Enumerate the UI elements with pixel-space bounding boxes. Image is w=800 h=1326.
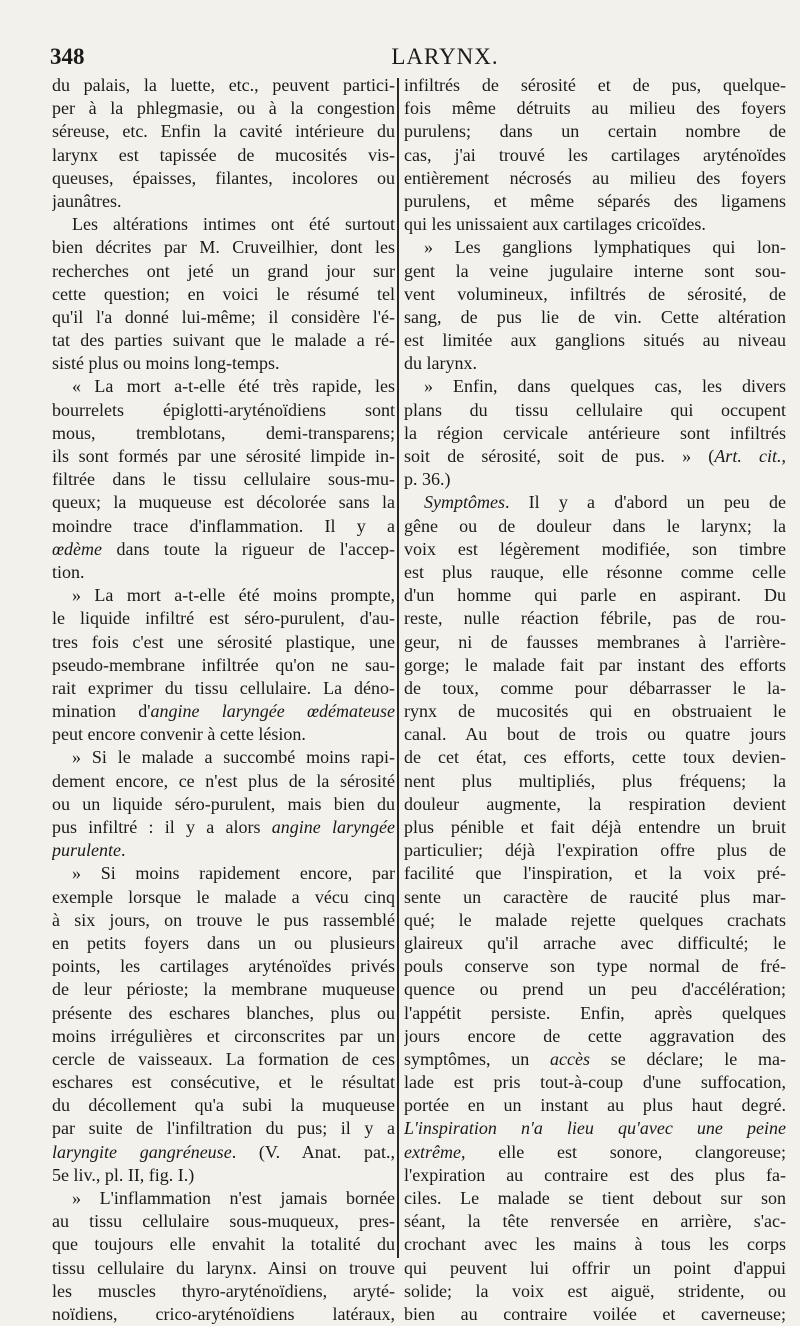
text-line: du larynx. bbox=[404, 353, 477, 374]
text-line: p. 36.) bbox=[404, 469, 451, 490]
text-line: le liquide infiltré est séro-purulent, d'au- bbox=[52, 608, 395, 629]
text-line: pouls conserve son type normal de fré- bbox=[404, 956, 786, 977]
text-line: tat des parties suivant que le malade a ré- bbox=[52, 330, 395, 351]
text-line: tion. bbox=[52, 561, 85, 582]
text-line: reste, nulle réaction fébrile, pas de rou- bbox=[404, 608, 786, 629]
page-number: 348 bbox=[50, 44, 85, 69]
text-line: moindre trace d'inflammation. Il y a bbox=[52, 515, 395, 536]
text-line: soit de sérosité, soit de pus. » (Art. cit., bbox=[404, 446, 786, 466]
text-line: crochant avec les mains à tous les corps bbox=[404, 1234, 786, 1255]
text-line: cette question; en voici le résumé tel bbox=[52, 283, 395, 304]
text-line: l'expiration au contraire est des plus fa- bbox=[404, 1164, 786, 1185]
text-line: ou un liquide séro-purulent, mais bien du bbox=[52, 793, 395, 814]
page-header bbox=[50, 44, 784, 70]
text-line: séreuse, etc. Enfin la cavité intérieure du bbox=[52, 121, 395, 142]
text-line: » La mort a-t-elle été moins prompte, bbox=[72, 585, 395, 606]
text-line: solide; la voix est aiguë, stridente, ou bbox=[404, 1280, 786, 1301]
text-line: canal. Au bout de trois ou quatre jours bbox=[404, 724, 786, 745]
text-line: » Si le malade a succombé moins rapi- bbox=[72, 747, 395, 768]
text-line: mination d'angine laryngée œdémateuse bbox=[52, 701, 395, 722]
text-line: bien au contraire voilée et caverneuse; bbox=[404, 1303, 786, 1324]
text-line: sang, de pus lie de vin. Cette altération bbox=[404, 306, 786, 327]
text-line: la région cervicale antérieure sont infiltrés bbox=[404, 422, 786, 443]
text-line: qu'il l'a donné lui-même; il considère l'é- bbox=[52, 306, 395, 327]
text-line: pseudo-membrane infiltrée qu'on ne sau- bbox=[52, 654, 395, 675]
text-line: de toux, comme pour débarrasser le la- bbox=[404, 677, 786, 698]
text-line: est limitée aux ganglions situés au niveau bbox=[404, 330, 786, 351]
text-line: de cet état, ces efforts, cette toux devien- bbox=[404, 747, 786, 768]
text-line: 5e liv., pl. II, fig. I.) bbox=[52, 1164, 195, 1185]
text-line: d'un homme qui parle en aspirant. Du bbox=[404, 585, 786, 606]
text-line: cercle de vaisseaux. La formation de ces bbox=[52, 1048, 395, 1069]
text-line: queuses, épaisses, filantes, incolores ou bbox=[52, 167, 395, 188]
text-line: mous, tremblotans, demi-transparens; bbox=[52, 422, 395, 443]
text-line: dement encore, ce n'est plus de la sérosité bbox=[52, 770, 395, 791]
text-line: qui peuvent lui offrir un point d'appui bbox=[404, 1257, 786, 1278]
text-line: œdème dans toute la rigueur de l'accep- bbox=[52, 538, 395, 559]
text-line: gorge; le malade fait par instant des efforts bbox=[404, 654, 786, 675]
text-line: » L'inflammation n'est jamais bornée bbox=[72, 1188, 395, 1208]
text-line: l'appétit persiste. Enfin, après quelques bbox=[404, 1002, 786, 1023]
text-line: points, les cartilages aryténoïdes privés bbox=[52, 956, 395, 977]
text-line: voix est légèrement modifiée, son timbre bbox=[404, 538, 786, 559]
text-line: » Si moins rapidement encore, par bbox=[72, 863, 395, 884]
text-line: cas, j'ai trouvé les cartilages aryténoïdes bbox=[404, 144, 786, 165]
text-line: » Enfin, dans quelques cas, les divers bbox=[424, 376, 786, 397]
text-line: » Les ganglions lymphatiques qui lon- bbox=[424, 237, 786, 258]
text-line: sente un caractère de raucité plus mar- bbox=[404, 886, 786, 907]
text-line: entièrement nécrosés au milieu des foyers bbox=[404, 167, 786, 188]
text-line: moins irrégulières et circonscrites par un bbox=[52, 1025, 395, 1046]
text-line: filtrée dans le tissu cellulaire sous-mu- bbox=[52, 469, 395, 490]
text-line: du palais, la luette, etc., peuvent partici- bbox=[52, 75, 395, 95]
text-line: nent plus multipliés, plus fréquens; la bbox=[404, 770, 786, 791]
text-line: de leur périoste; la membrane muqueuse bbox=[52, 979, 395, 1000]
text-line: à six jours, on trouve le pus rassemblé bbox=[52, 909, 395, 930]
text-line: purulente. bbox=[52, 840, 126, 861]
text-line: vent volumineux, infiltrés de sérosité, de bbox=[404, 283, 786, 304]
text-line: bourrelets épiglotti-aryténoïdiens sont bbox=[52, 399, 395, 420]
text-line: gêne ou de douleur dans le larynx; la bbox=[404, 515, 786, 536]
text-line: en petits foyers dans un ou plusieurs bbox=[52, 932, 395, 953]
text-line: rait exprimer du tissu cellulaire. La déno- bbox=[52, 677, 395, 698]
text-line: larynx est tapissée de mucosités vis- bbox=[52, 144, 395, 165]
running-title: LARYNX. bbox=[391, 44, 499, 69]
text-line: extrême, elle est sonore, clangoreuse; bbox=[404, 1141, 786, 1162]
text-line: du décollement qu'a subi la muqueuse bbox=[52, 1095, 395, 1116]
text-line: geur, ni de fausses membranes à l'arrière- bbox=[404, 631, 786, 652]
text-line: Symptômes. Il y a d'abord un peu de bbox=[424, 492, 786, 513]
text-line: jaunâtres. bbox=[52, 190, 122, 211]
text-line: queux; la muqueuse est décolorée sans la bbox=[52, 492, 395, 513]
text-line: L'inspiration n'a lieu qu'avec une peine bbox=[404, 1118, 786, 1139]
text-line: exemple lorsque le malade a vécu cinq bbox=[52, 886, 395, 907]
text-line: bien décrites par M. Cruveilhier, dont les bbox=[52, 237, 395, 258]
text-line: qui les unissaient aux cartilages cricoïdes. bbox=[404, 214, 706, 235]
text-line: eschares est consécutive, et le résultat bbox=[52, 1072, 395, 1093]
text-line: les muscles thyro-aryténoïdiens, aryté- bbox=[52, 1280, 395, 1301]
text-line: quence ou prend un peu d'accélération; bbox=[404, 979, 786, 1000]
text-line: purulens; dans un certain nombre de bbox=[404, 121, 786, 142]
text-line: laryngite gangréneuse. (V. Anat. pat., bbox=[52, 1141, 395, 1162]
text-line: pus infiltré : il y a alors angine laryngée bbox=[52, 817, 395, 837]
text-line: douleur augmente, la respiration devient bbox=[404, 793, 786, 814]
text-line: rynx de mucosités qui en obstruaient le bbox=[404, 701, 786, 722]
right-column bbox=[404, 74, 786, 1326]
text-line: Les altérations intimes ont été surtout bbox=[72, 214, 395, 235]
text-line: portée en un instant au plus haut degré. bbox=[404, 1095, 786, 1116]
text-line: recherches ont jeté un grand jour sur bbox=[52, 260, 395, 281]
text-line: « La mort a-t-elle été très rapide, les bbox=[72, 376, 395, 397]
text-line: purulens, et même séparés des ligamens bbox=[404, 190, 786, 211]
text-line: infiltrés de sérosité et de pus, quelque- bbox=[404, 75, 786, 95]
text-line: gent la veine jugulaire interne sont sou- bbox=[404, 260, 786, 281]
text-line: jours encore de cette aggravation des bbox=[404, 1025, 786, 1046]
text-line: sisté plus ou moins long-temps. bbox=[52, 353, 280, 374]
text-line: noïdiens, crico-aryténoïdiens latéraux, bbox=[52, 1303, 395, 1324]
text-line: tres fois c'est une sérosité plastique, une bbox=[52, 631, 395, 652]
text-line: séant, la tête renversée en arrière, s'ac- bbox=[404, 1211, 786, 1232]
text-line: au tissu cellulaire sous-muqueux, pres- bbox=[52, 1211, 395, 1232]
text-line: per à la phlegmasie, ou à la congestion bbox=[52, 98, 395, 119]
text-line: glaireux qu'il arrache avec difficulté; le bbox=[404, 932, 786, 953]
text-line: plans du tissu cellulaire qui occupent bbox=[404, 399, 786, 420]
text-line: ciles. Le malade se tient debout sur son bbox=[404, 1188, 786, 1208]
text-line: symptômes, un accès se déclare; le ma- bbox=[404, 1048, 786, 1069]
text-line: lade est pris tout-à-coup d'une suffocation, bbox=[404, 1072, 786, 1093]
text-line: peut encore convenir à cette lésion. bbox=[52, 724, 306, 745]
column-divider bbox=[397, 78, 399, 1258]
text-line: particulier; déjà l'expiration offre plus de bbox=[404, 840, 786, 861]
text-line: présente des eschares blanches, plus ou bbox=[52, 1002, 395, 1023]
text-line: qué; le malade rejette quelques crachats bbox=[404, 909, 786, 930]
text-line: que toujours elle envahit la totalité du bbox=[52, 1234, 395, 1255]
text-line: par suite de l'infiltration du pus; il y a bbox=[52, 1118, 395, 1139]
left-column bbox=[52, 74, 395, 1326]
text-line: fois même détruits au milieu des foyers bbox=[404, 98, 786, 119]
text-line: plus pénible et fait déjà entendre un bruit bbox=[404, 817, 786, 837]
text-line: tissu cellulaire du larynx. Ainsi on trouve bbox=[52, 1257, 395, 1278]
text-line: est plus rauque, elle résonne comme celle bbox=[404, 561, 786, 582]
text-line: facilité que l'inspiration, et la voix pré- bbox=[404, 863, 786, 884]
text-line: ils sont formés par une sérosité limpide in- bbox=[52, 446, 395, 466]
